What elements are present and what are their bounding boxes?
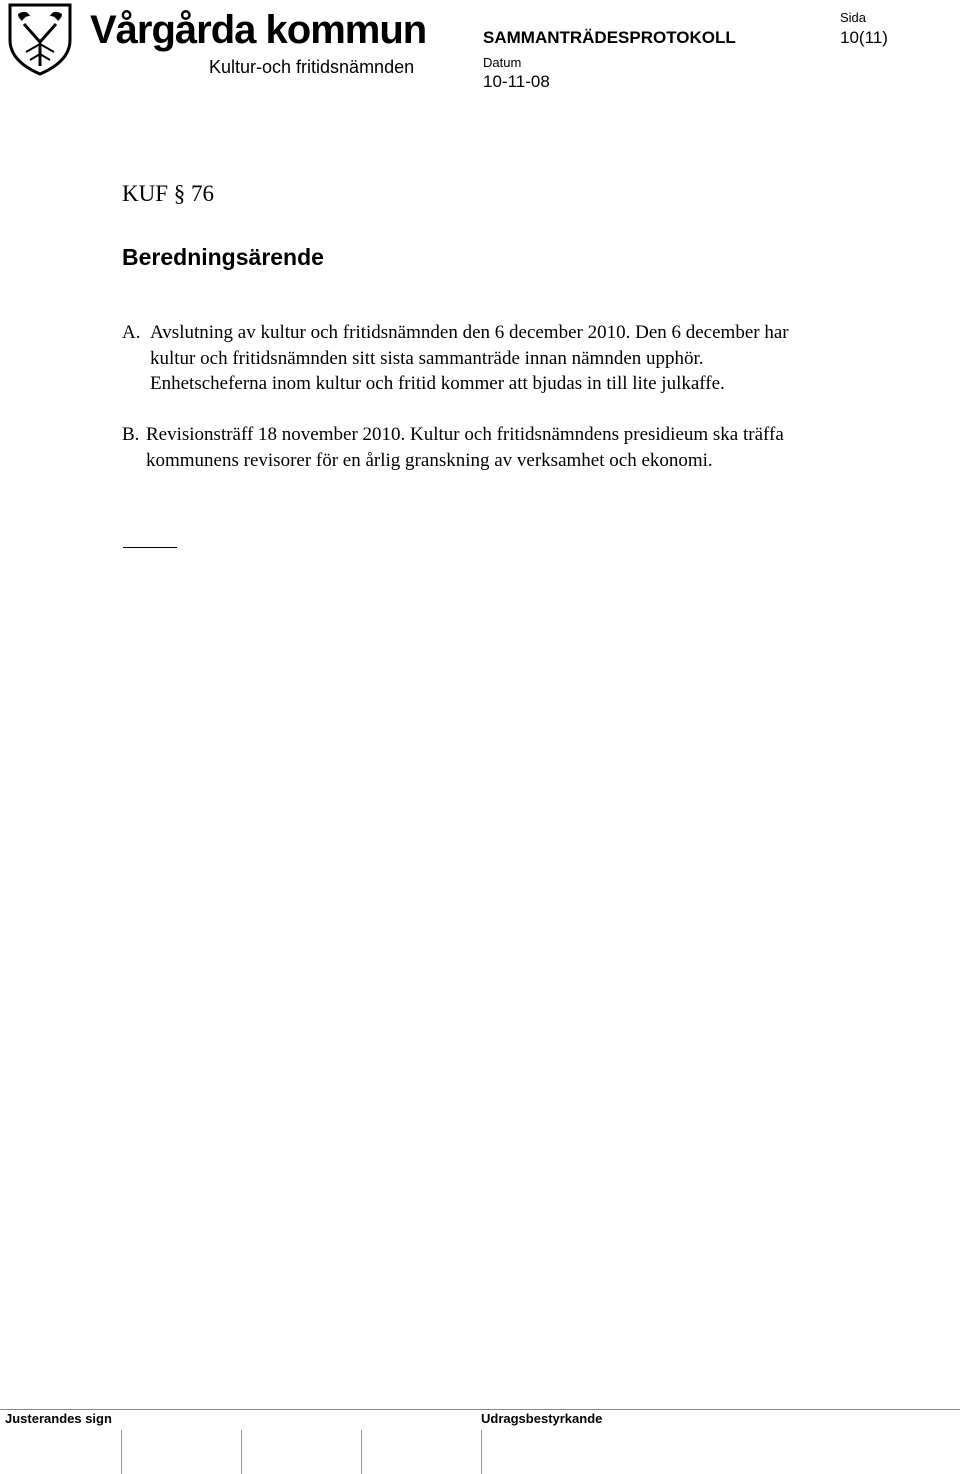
page-label: Sida	[840, 10, 867, 25]
date-label: Datum	[483, 55, 522, 70]
section-heading: Beredningsärende	[122, 244, 324, 270]
committee-name: Kultur-och fritidsnämnden	[209, 57, 415, 77]
list-item-text: Avslutning av kultur och fritidsnämnden den 6 december 2010. Den 6 december har kultur och fritidsnämnden sitt sista sammanträde innan nämnden upphör. Enhetscheferna inom kultur och fritid kommer att bjudas in till lite julkaffe.	[150, 322, 789, 394]
signature-box-divider	[481, 1430, 482, 1474]
certification-label: Udragsbestyrkande	[481, 1411, 603, 1426]
list-item-a	[122, 320, 822, 397]
list-item-label: B.	[122, 424, 140, 445]
municipal-crest-logo	[4, 2, 76, 76]
page-number: 10(11)	[840, 28, 888, 47]
municipality-wordmark: Vårgårda kommun	[90, 8, 427, 52]
paragraph-reference: KUF § 76	[122, 181, 215, 206]
date-value: 10-11-08	[483, 72, 550, 91]
signature-box-divider	[241, 1430, 242, 1474]
signature-box-divider	[121, 1430, 122, 1474]
section-end-rule	[123, 547, 177, 548]
list-item-text: Revisionsträff 18 november 2010. Kultur och fritidsnämndens presidieum ska träffa kommunens revisorer för en årlig granskning av verksamhet och ekonomi.	[146, 424, 784, 471]
list-item-label: A.	[122, 322, 141, 343]
footer-divider	[0, 1409, 960, 1410]
document-type: SAMMANTRÄDESPROTOKOLL	[483, 28, 736, 47]
list-item-b	[122, 422, 822, 473]
signature-box-divider	[361, 1430, 362, 1474]
signature-label: Justerandes sign	[5, 1411, 112, 1426]
